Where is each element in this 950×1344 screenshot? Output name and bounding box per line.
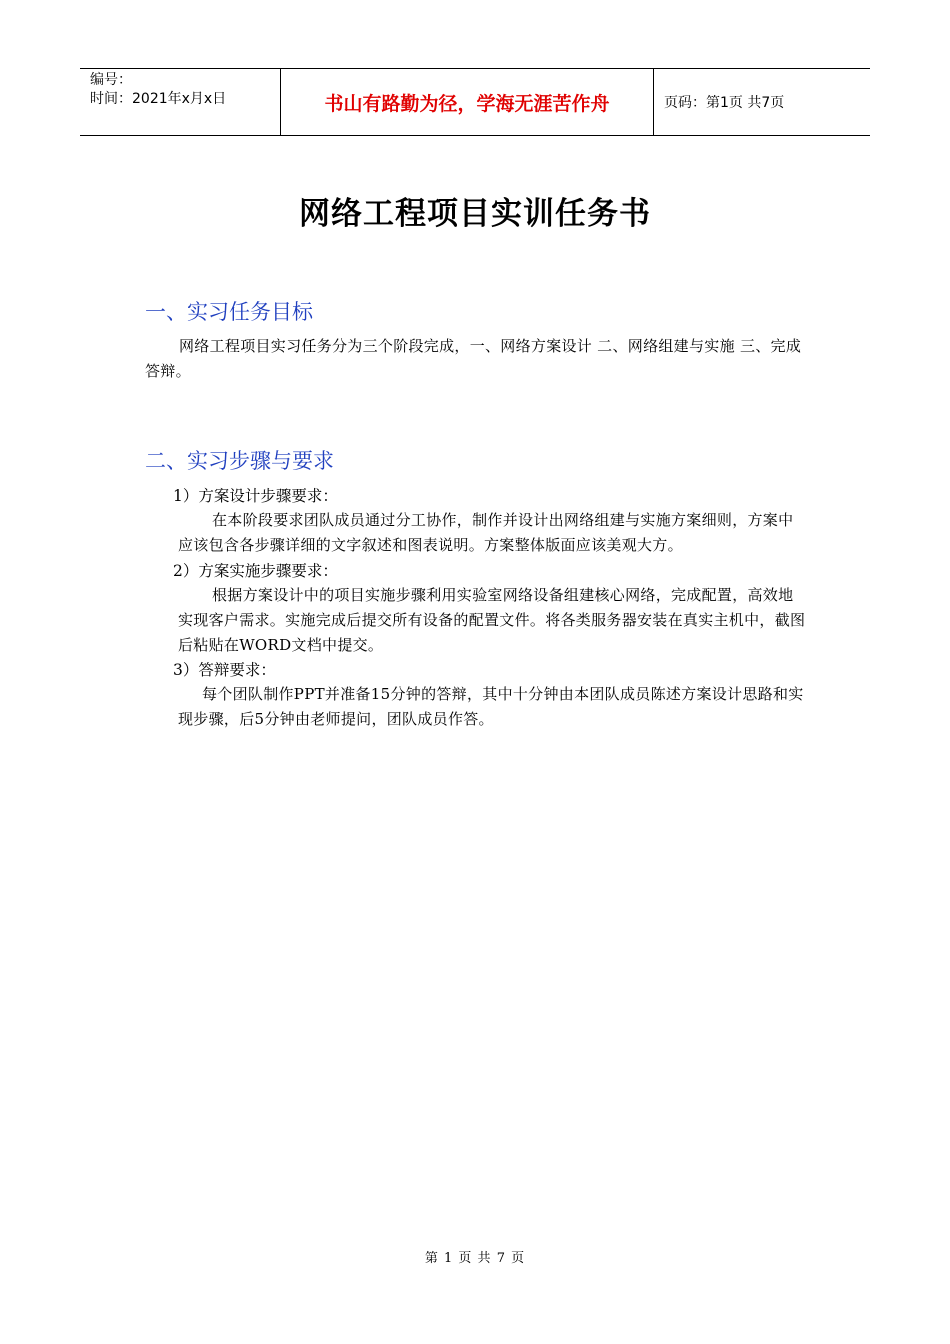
header-motto: 书山有路勤为径，学海无涯苦作舟 — [281, 69, 654, 135]
header-page-label: 页码：第1页 共7页 — [664, 95, 785, 111]
step1-text: 在本阶段要求团队成员通过分工协作，制作并设计出网络组建与实施方案细则，方案中应该包含各步骤详细的文字叙述和图表说明。方案整体版面应该美观大方。 — [178, 511, 794, 554]
section2-heading: 二、实习步骤与要求 — [145, 449, 334, 473]
header-info — [80, 69, 281, 135]
section1-body: 网络工程项目实习任务分为三个阶段完成，一、网络方案设计 二、网络组建与实施 三、完成答辩。 — [145, 337, 802, 380]
step1-label: 1）方案设计步骤要求： — [173, 487, 338, 505]
number-label: 编号： — [90, 72, 132, 88]
step3-text: 每个团队制作PPT并准备15分钟的答辩，其中十分钟由本团队成员陈述方案设计思路和实现步骤，后5分钟由老师提问，团队成员作答。 — [178, 685, 804, 728]
step2-label: 2）方案实施步骤要求： — [173, 562, 338, 580]
document-title: 网络工程项目实训任务书 — [299, 196, 651, 232]
section1-heading: 一、实习任务目标 — [145, 300, 313, 324]
step2-text: 根据方案设计中的项目实施步骤利用实验室网络设备组建核心网络，完成配置，高效地实现客户需求。实施完成后提交所有设备的配置文件。将各类服务器安装在真实主机中，截图后粘贴在WORD文档中提交。 — [178, 586, 806, 654]
time-label: 时间：2021年x月x日 — [90, 91, 227, 107]
page-header — [80, 68, 870, 136]
step3-label: 3）答辩要求： — [173, 661, 276, 679]
page-footer: 第 1 页 共 7 页 — [424, 1251, 526, 1266]
